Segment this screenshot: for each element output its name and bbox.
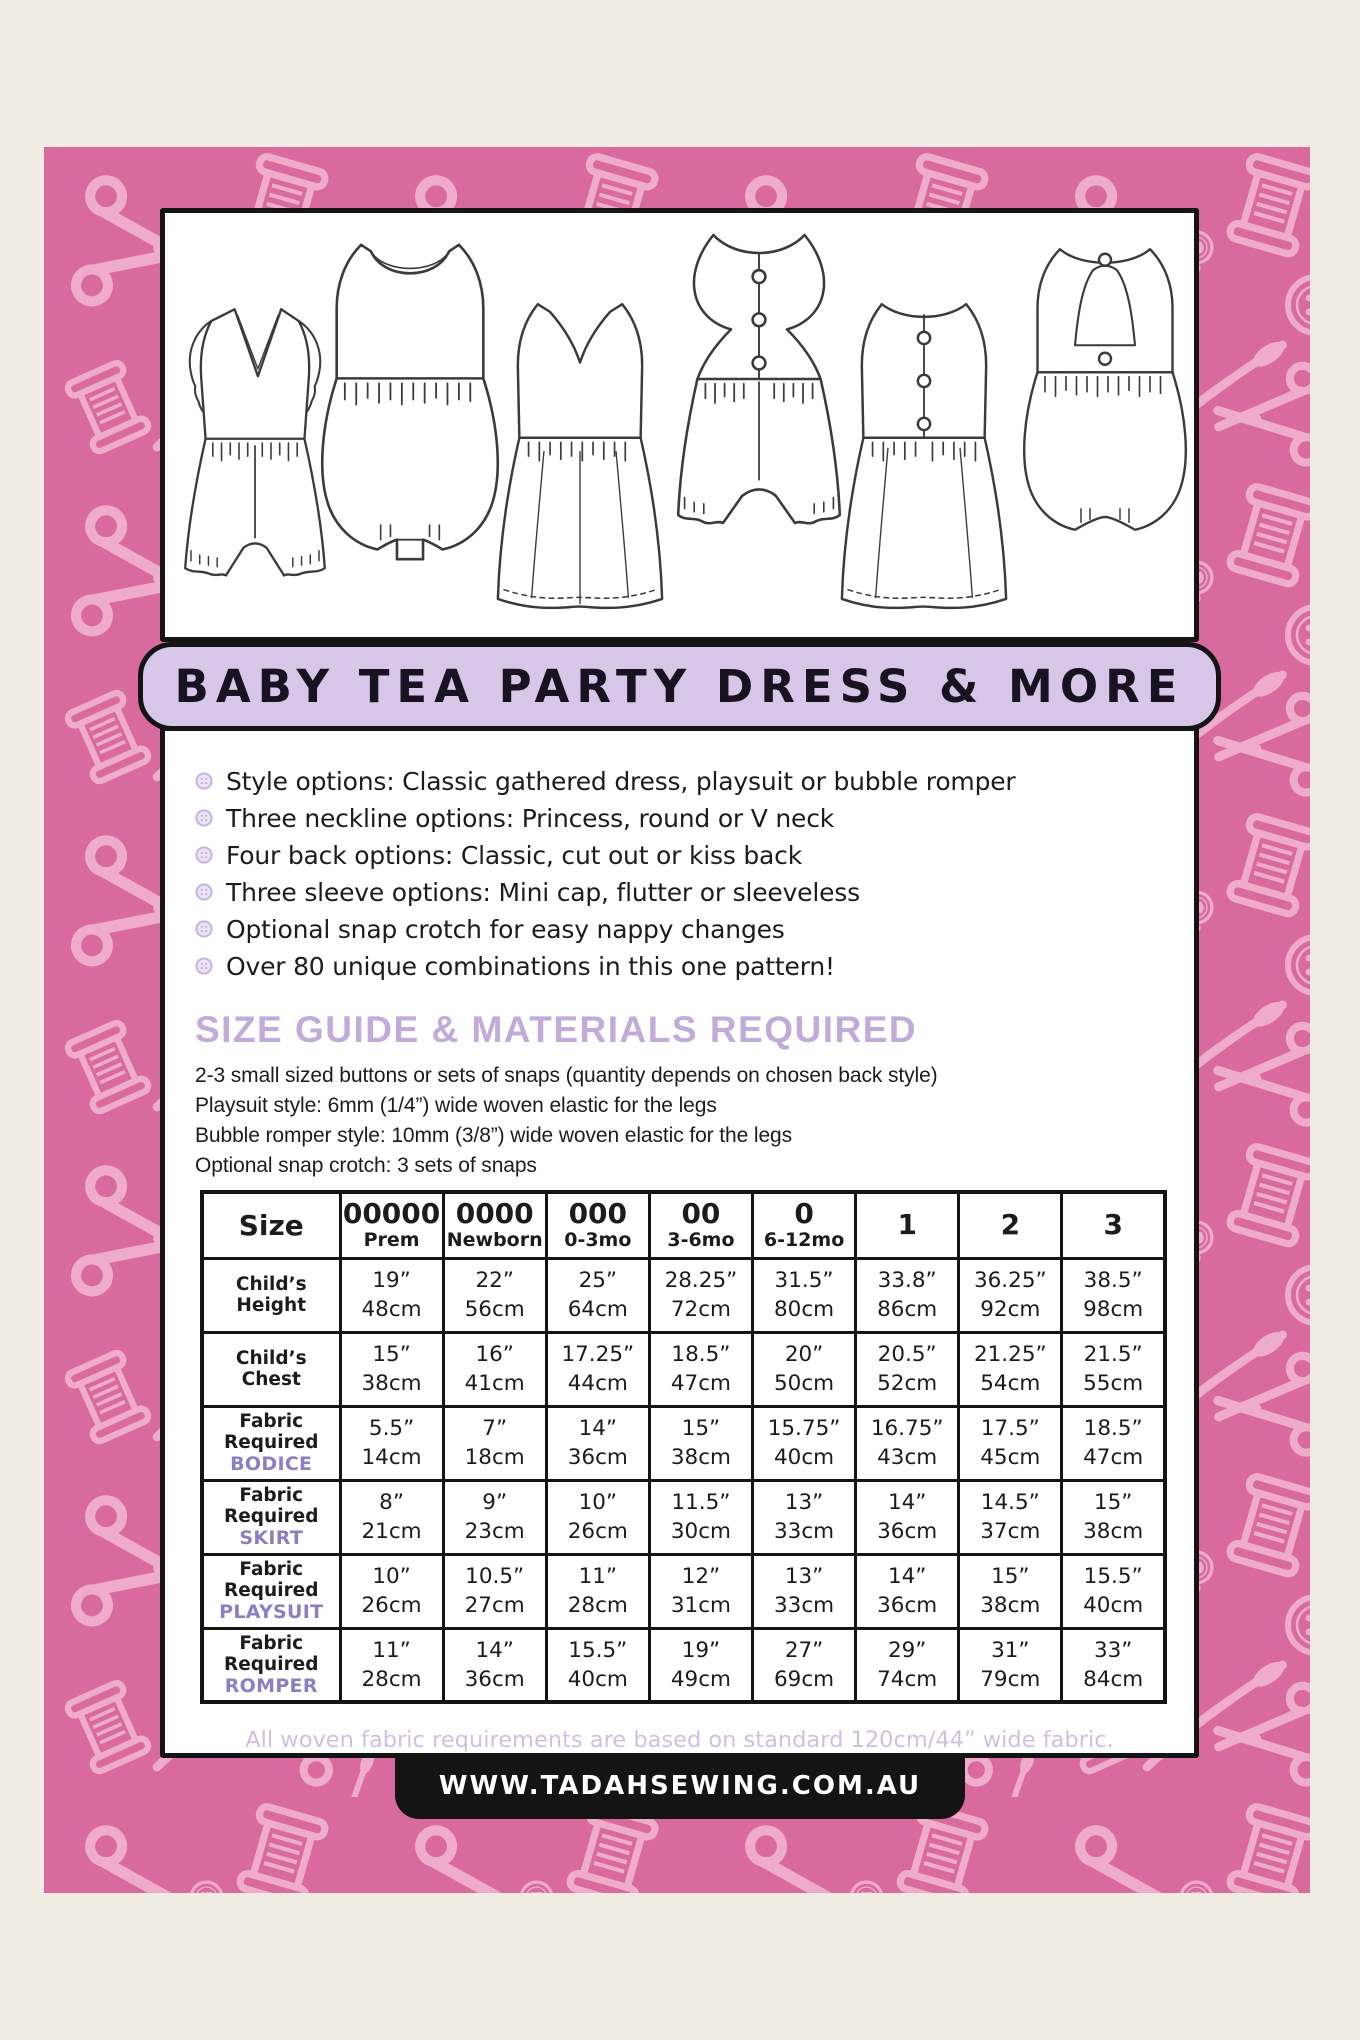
size-value-cell: 33.8” 86cm <box>856 1258 959 1332</box>
garment-bubble-romper-back-illustration <box>1015 229 1195 559</box>
size-value-cell: 11.5” 30cm <box>649 1480 752 1554</box>
size-value-cell: 25” 64cm <box>546 1258 649 1332</box>
garment-dress-back-illustration <box>827 295 1021 625</box>
feature-list <box>195 763 1164 985</box>
size-value-cell: 29” 74cm <box>856 1628 959 1702</box>
size-column-header: 1 <box>856 1192 959 1258</box>
size-value-cell: 19” 48cm <box>340 1258 443 1332</box>
size-value-cell: 33” 84cm <box>1062 1628 1165 1702</box>
feature-item <box>195 837 1164 874</box>
size-value-cell: 14” 36cm <box>443 1628 546 1702</box>
size-value-cell: 14” 36cm <box>856 1554 959 1628</box>
size-table-body <box>202 1258 1165 1702</box>
website-bar <box>395 1753 965 1819</box>
size-value-cell: 9” 23cm <box>443 1480 546 1554</box>
size-value-cell: 8” 21cm <box>340 1480 443 1554</box>
size-value-cell: 5.5” 14cm <box>340 1406 443 1480</box>
size-value-cell: 18.5” 47cm <box>1062 1406 1165 1480</box>
size-value-cell: 31.5” 80cm <box>753 1258 856 1332</box>
feature-item-label: Style options: Classic gathered dress, playsuit or bubble romper <box>226 767 1016 796</box>
size-value-cell: 7” 18cm <box>443 1406 546 1480</box>
size-value-cell: 17.5” 45cm <box>959 1406 1062 1480</box>
row-label-cell: Child’s Height <box>202 1258 340 1332</box>
size-column-header: 00 3-6mo <box>649 1192 752 1258</box>
size-value-cell: 15” 38cm <box>959 1554 1062 1628</box>
row-label-cell: Fabric Required BODICE <box>202 1406 340 1480</box>
size-table-header-row <box>202 1192 1165 1258</box>
feature-item <box>195 800 1164 837</box>
size-value-cell: 11” 28cm <box>340 1628 443 1702</box>
size-value-cell: 14.5” 37cm <box>959 1480 1062 1554</box>
size-value-cell: 10.5” 27cm <box>443 1554 546 1628</box>
size-table-row <box>202 1332 1165 1406</box>
size-value-cell: 20.5” 52cm <box>856 1332 959 1406</box>
size-value-cell: 15” 38cm <box>340 1332 443 1406</box>
size-table-row <box>202 1554 1165 1628</box>
size-table <box>200 1190 1167 1704</box>
size-table-row <box>202 1628 1165 1702</box>
garment-illustrations-panel <box>160 208 1199 642</box>
pink-background-panel <box>44 147 1310 1893</box>
size-value-cell: 17.25” 44cm <box>546 1332 649 1406</box>
size-value-cell: 28.25” 72cm <box>649 1258 752 1332</box>
size-table-row <box>202 1406 1165 1480</box>
size-value-cell: 15.5” 40cm <box>546 1628 649 1702</box>
button-bullet-icon <box>195 957 213 975</box>
row-accent-label: PLAYSUIT <box>219 1601 324 1623</box>
size-column-header: 3 <box>1062 1192 1165 1258</box>
size-value-cell: 14” 36cm <box>546 1406 649 1480</box>
size-value-cell: 10” 26cm <box>546 1480 649 1554</box>
size-value-cell: 14” 36cm <box>856 1480 959 1554</box>
main-content-panel <box>160 726 1199 1758</box>
row-accent-label: ROMPER <box>224 1674 318 1697</box>
materials-line: 2-3 small sized buttons or sets of snaps (quantity depends on chosen back style) <box>195 1064 938 1087</box>
size-value-cell: 15” 38cm <box>1062 1480 1165 1554</box>
feature-item-label: Three neckline options: Princess, round or V neck <box>226 804 835 833</box>
size-value-cell: 22” 56cm <box>443 1258 546 1332</box>
row-accent-label: BODICE <box>230 1453 313 1475</box>
garment-dress-front-illustration <box>481 295 679 625</box>
materials-line: Optional snap crotch: 3 sets of snaps <box>195 1154 537 1177</box>
size-value-cell: 16.75” 43cm <box>856 1406 959 1480</box>
size-value-cell: 11” 28cm <box>546 1554 649 1628</box>
size-value-cell: 38.5” 98cm <box>1062 1258 1165 1332</box>
size-value-cell: 36.25” 92cm <box>959 1258 1062 1332</box>
size-value-cell: 21.25” 54cm <box>959 1332 1062 1406</box>
materials-line: Bubble romper style: 10mm (3/8”) wide woven elastic for the legs <box>195 1124 793 1147</box>
button-bullet-icon <box>195 920 213 938</box>
size-column-header: 2 <box>959 1192 1062 1258</box>
materials-line: Playsuit style: 6mm (1/4”) wide woven elastic for the legs <box>195 1094 717 1117</box>
row-label-cell: Fabric Required ROMPER <box>202 1628 340 1702</box>
page-title: BABY TEA PARTY DRESS & MORE <box>174 660 1185 713</box>
size-table-row <box>202 1258 1165 1332</box>
size-value-cell: 16” 41cm <box>443 1332 546 1406</box>
size-value-cell: 31” 79cm <box>959 1628 1062 1702</box>
size-guide-heading: SIZE GUIDE & MATERIALS REQUIRED <box>195 1009 918 1050</box>
size-value-cell: 27” 69cm <box>753 1628 856 1702</box>
feature-item <box>195 874 1164 911</box>
row-accent-label: SKIRT <box>239 1527 304 1549</box>
garment-bubble-romper-front-illustration <box>311 235 509 569</box>
title-banner <box>138 642 1221 731</box>
materials-list <box>195 1061 1194 1181</box>
size-column-header: 0 6-12mo <box>753 1192 856 1258</box>
size-column-header: 000 0-3mo <box>546 1192 649 1258</box>
feature-item-label: Optional snap crotch for easy nappy changes <box>226 915 785 944</box>
button-bullet-icon <box>195 772 213 790</box>
row-label-cell: Fabric Required SKIRT <box>202 1480 340 1554</box>
size-value-cell: 13” 33cm <box>753 1554 856 1628</box>
button-bullet-icon <box>195 846 213 864</box>
size-value-cell: 15” 38cm <box>649 1406 752 1480</box>
size-value-cell: 12” 31cm <box>649 1554 752 1628</box>
size-value-cell: 15.5” 40cm <box>1062 1554 1165 1628</box>
feature-item-label: Four back options: Classic, cut out or kiss back <box>226 841 802 870</box>
row-label-cell: Fabric Required PLAYSUIT <box>202 1554 340 1628</box>
size-value-cell: 13” 33cm <box>753 1480 856 1554</box>
button-bullet-icon <box>195 809 213 827</box>
feature-item-label: Over 80 unique combinations in this one pattern! <box>226 952 835 981</box>
size-table-wrap <box>200 1190 1167 1704</box>
row-label-cell: Child’s Chest <box>202 1332 340 1406</box>
size-value-cell: 19” 49cm <box>649 1628 752 1702</box>
size-table-row <box>202 1480 1165 1554</box>
feature-item <box>195 948 1164 985</box>
size-value-cell: 20” 50cm <box>753 1332 856 1406</box>
website-url: WWW.TADAHSEWING.COM.AU <box>438 1771 922 1801</box>
button-bullet-icon <box>195 883 213 901</box>
size-value-cell: 21.5” 55cm <box>1062 1332 1165 1406</box>
feature-item <box>195 911 1164 948</box>
fabric-footnote: All woven fabric requirements are based on standard 120cm/44” wide fabric. <box>245 1727 1114 1753</box>
size-column-header: 00000 Prem <box>340 1192 443 1258</box>
feature-item-label: Three sleeve options: Mini cap, flutter or sleeveless <box>226 878 860 907</box>
size-column-header: 0000 Newborn <box>443 1192 546 1258</box>
size-value-cell: 15.75” 40cm <box>753 1406 856 1480</box>
size-value-cell: 10” 26cm <box>340 1554 443 1628</box>
feature-item <box>195 763 1164 800</box>
size-value-cell: 18.5” 47cm <box>649 1332 752 1406</box>
size-table-corner: Size <box>202 1192 340 1258</box>
